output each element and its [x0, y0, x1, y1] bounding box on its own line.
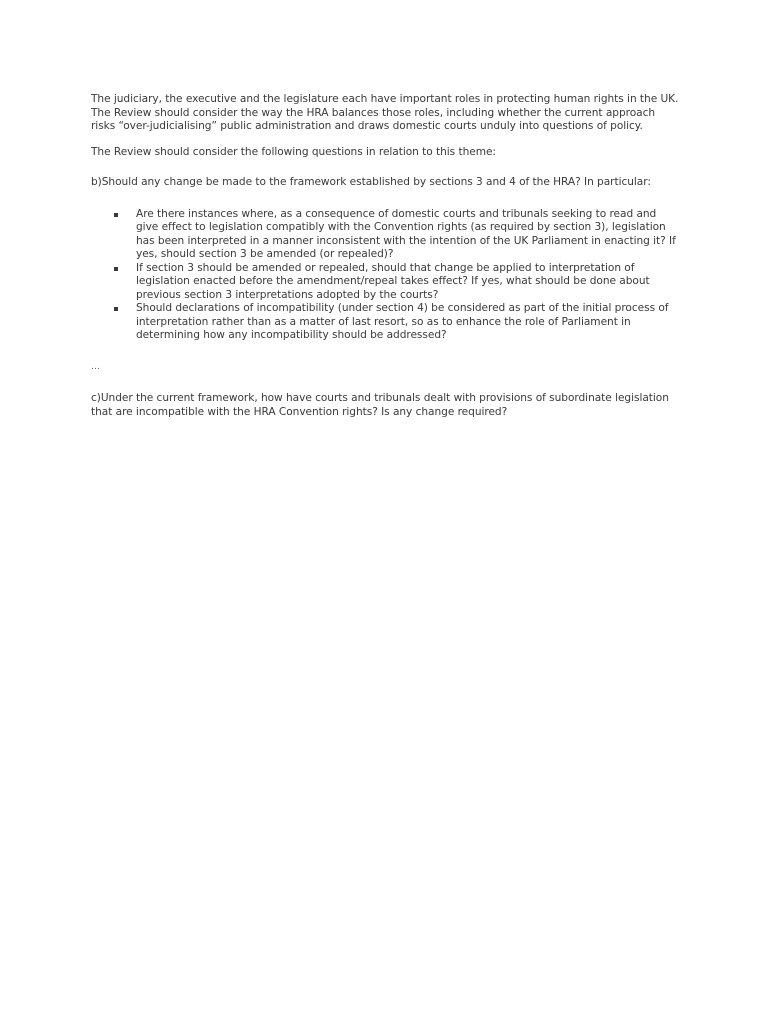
question-b-paragraph: b)Should any change be made to the framework established by sections 3 and 4 of the HRA? In particular:: [91, 176, 651, 188]
list-item-text: If section 3 should be amended or repealed, should that change be applied to interpretation of legislation enacted before the amendment/repeal takes effect? If yes, what should be done about previous section 3 interpretations adopted by the courts?: [136, 261, 650, 301]
list-item-text: Should declarations of incompatibility (under section 4) be considered as part of the initial process of interpretation rather than as a matter of last resort, so as to enhance the role of Parliament in determining how any incompatibility should be addressed?: [136, 302, 669, 341]
list-item: [91, 302, 681, 343]
question-c-paragraph: c)Under the current framework, how have courts and tribunals dealt with provisions of subordinate legislation that are incompatible with the HRA Convention rights? Is any change required?: [91, 392, 669, 418]
square-bullet-icon: [114, 307, 118, 311]
square-bullet-icon: [114, 213, 118, 217]
document-body: [91, 93, 681, 419]
square-bullet-icon: [114, 267, 118, 271]
list-item: [91, 208, 681, 262]
theme-paragraph: The Review should consider the following questions in relation to this theme:: [91, 145, 496, 158]
ellipsis-separator: …: [91, 361, 100, 372]
intro-paragraph: The judiciary, the executive and the legislature each have important roles in protecting human rights in the UK. The Review should consider the way the HRA balances those roles, including whether the current approach risks “over-judicialising” public administration and draws domestic courts unduly into questions of policy.: [91, 93, 679, 132]
question-list: [91, 208, 681, 343]
list-item: [91, 262, 681, 303]
list-item-text: Are there instances where, as a consequence of domestic courts and tribunals seeking to read and give effect to legislation compatibly with the Convention rights (as required by section 3), legislation has been interpreted in a manner inconsistent with the intention of the UK Parliament in enacting it? If yes, should section 3 be amended (or repealed)?: [136, 207, 676, 260]
